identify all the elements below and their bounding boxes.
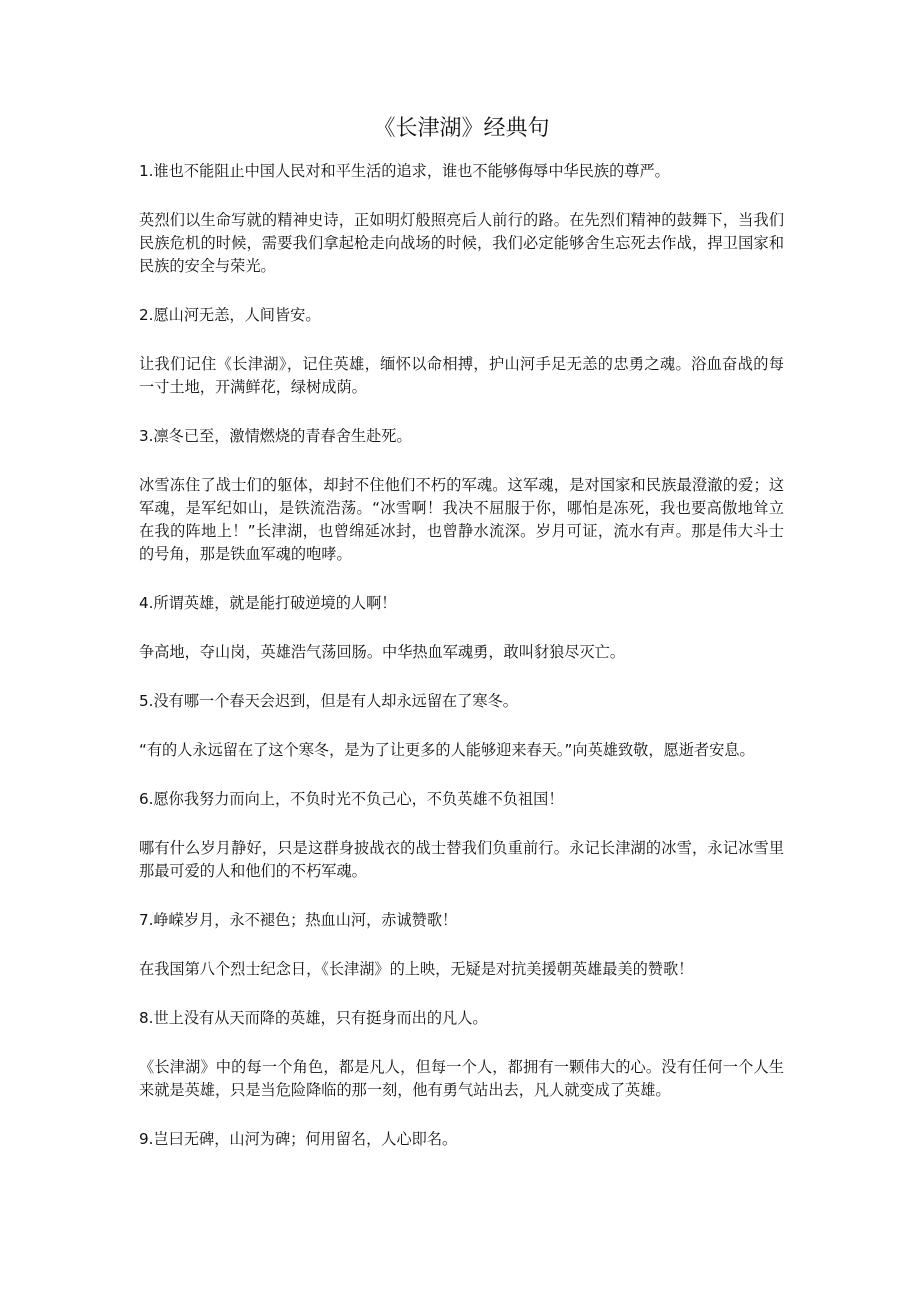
document-page (139, 112, 784, 1177)
quote-heading: 5.没有哪一个春天会迟到，但是有人却永远留在了寒冬。 (139, 692, 518, 710)
quote-heading: 9.岂曰无碑，山河为碑；何用留名，人心即名。 (139, 1130, 458, 1148)
quote-entry-2 (139, 304, 784, 399)
quote-commentary: 英烈们以生命写就的精神史诗，正如明灯般照亮后人前行的路。在先烈们精神的鼓舞下，当我们民族危机的时候，需要我们拿起枪走向战场的时候，我们必定能够舍生忘死去作战，捍卫国家和民族的安全与荣光。 (139, 211, 784, 275)
quote-commentary: 争高地，夺山岗，英雄浩气荡回肠。中华热血军魂勇，敢叫豺狼尽灭亡。 (139, 643, 625, 661)
quote-entry-3 (139, 425, 784, 566)
quote-commentary: 《长津湖》中的每一个角色，都是凡人，但每一个人，都拥有一颗伟大的心。没有任何一个人生来就是英雄，只是当危险降临的那一刻，他有勇气站出去，凡人就变成了英雄。 (139, 1058, 784, 1099)
quote-entry-1 (139, 160, 784, 278)
document-title: 《长津湖》经典句 (373, 116, 550, 141)
quote-heading: 4.所谓英雄，就是能打破逆境的人啊！ (139, 594, 397, 612)
quote-commentary: 让我们记住《长津湖》，记住英雄，缅怀以命相搏，护山河手足无恙的忠勇之魂。浴血奋战的每一寸土地，开满鲜花，绿树成荫。 (139, 355, 784, 396)
quote-heading: 3.凛冬已至，激情燃烧的青春舍生赴死。 (139, 427, 412, 445)
quote-heading: 7.峥嵘岁月，永不褪色；热血山河，赤诚赞歌！ (139, 911, 458, 929)
quote-entry-5 (139, 690, 784, 762)
quote-commentary: 冰雪冻住了战士们的躯体，却封不住他们不朽的军魂。这军魂，是对国家和民族最澄澈的爱；这军魂，是军纪如山，是铁流浩荡。“冰雪啊！我决不屈服于你，哪怕是冻死，我也要高傲地耸立在我的阵地上！”长津湖，也曾绵延冰封，也曾静水流深。岁月可证，流水有声。那是伟大斗士的号角，那是铁血军魂的咆哮。 (139, 476, 784, 563)
quote-entry-9 (139, 1128, 784, 1151)
quote-commentary: 哪有什么岁月静好，只是这群身披战衣的战士替我们负重前行。永记长津湖的冰雪，永记冰雪里那最可爱的人和他们的不朽军魂。 (139, 839, 784, 880)
quote-heading: 8.世上没有从天而降的英雄，只有挺身而出的凡人。 (139, 1009, 488, 1027)
quote-commentary: 在我国第八个烈士纪念日，《长津湖》的上映，无疑是对抗美援朝英雄最美的赞歌！ (139, 960, 694, 978)
quote-entry-6 (139, 788, 784, 883)
quote-heading: 6.愿你我努力而向上，不负时光不负己心，不负英雄不负祖国！ (139, 790, 564, 808)
quote-heading: 1.谁也不能阻止中国人民对和平生活的追求，谁也不能够侮辱中华民族的尊严。 (139, 162, 670, 180)
quote-entry-8 (139, 1007, 784, 1102)
quote-entry-4 (139, 592, 784, 664)
quote-entry-7 (139, 909, 784, 981)
quote-heading: 2.愿山河无恙，人间皆安。 (139, 306, 321, 324)
quote-commentary: “有的人永远留在了这个寒冬，是为了让更多的人能够迎来春天。”向英雄致敬，愿逝者安息。 (139, 741, 755, 759)
